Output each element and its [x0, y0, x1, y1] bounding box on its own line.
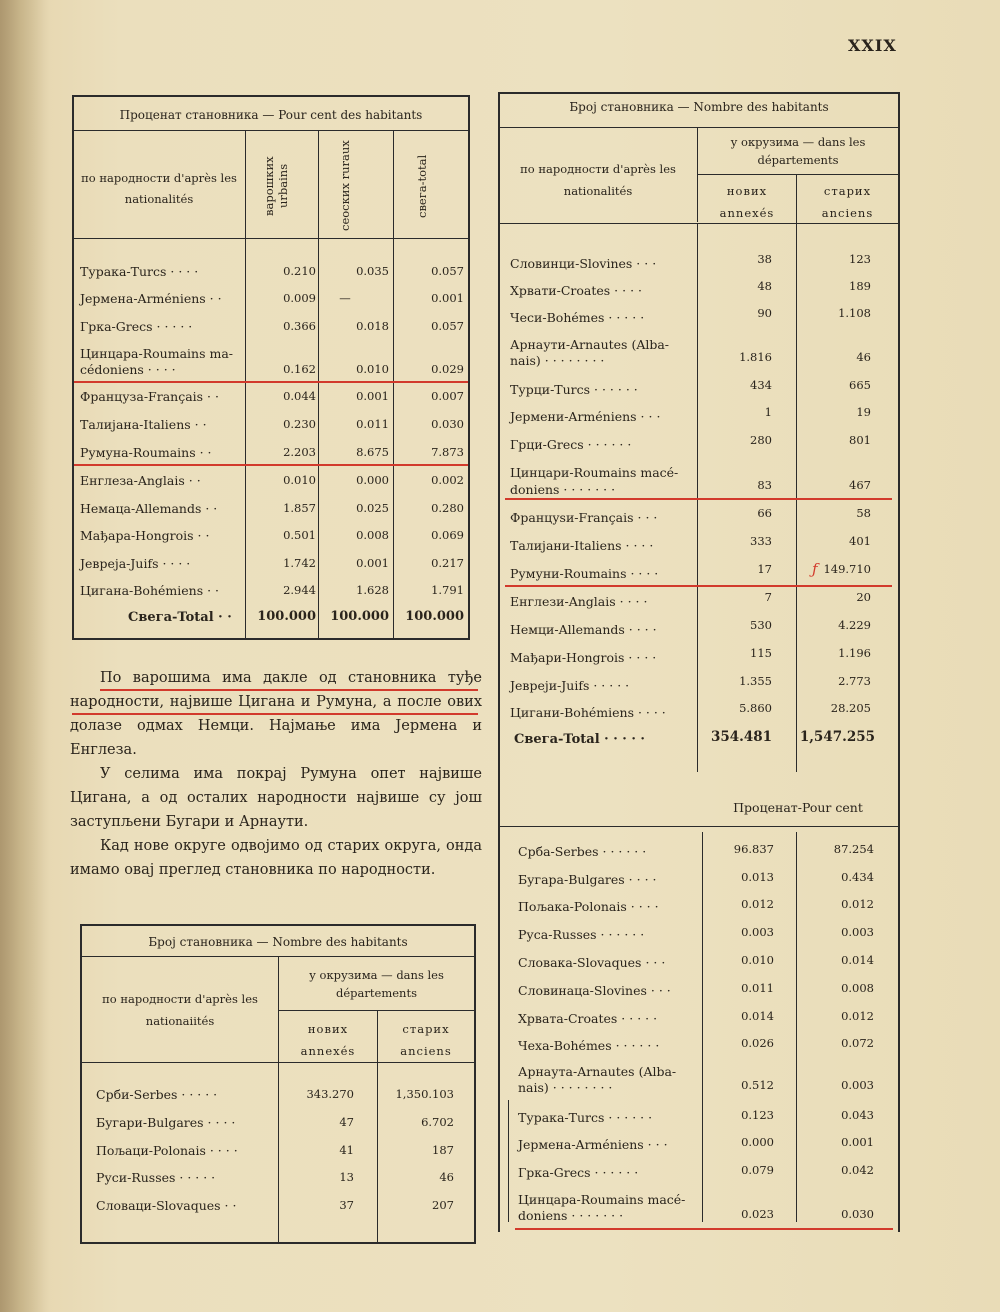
percent-section-title: Проценат-Pour cent [733, 800, 863, 815]
cell-new: 0.000 [741, 1135, 774, 1149]
cell-old: 401 [849, 534, 871, 548]
table-1-col-rule [393, 130, 394, 638]
row-label: Турака-Turcs · · · · · · [518, 1110, 653, 1125]
red-underline [515, 1228, 893, 1230]
table-3-title: Број становника — Nombre des habitants [569, 100, 829, 114]
cell-total: 100.000 [405, 609, 464, 624]
table-1-rule [74, 130, 468, 131]
table-3-row-header: по народности d'après les nationalités [520, 162, 676, 198]
cell-rural: 1.628 [356, 583, 389, 597]
cell-rural: 0.000 [356, 473, 389, 487]
row-label: Грка-Grecs · · · · · · [518, 1165, 639, 1180]
row-label: Цинцари-Roumains macé- [510, 465, 679, 480]
cell-new: 96.837 [733, 842, 774, 856]
row-label: Цигани-Bohémiens · · · · [510, 705, 666, 720]
row-label: Руси-Russes · · · · · [96, 1170, 216, 1185]
cell-urban: 0.366 [283, 319, 316, 333]
row-label: Арнаута-Arnautes (Alba- [518, 1064, 677, 1079]
cell-new: 0.014 [741, 1009, 774, 1023]
cell-new: 47 [339, 1115, 354, 1129]
cell-old: 0.003 [841, 925, 874, 939]
row-label: Румуна-Roumains · · [80, 445, 212, 460]
cell-new: 0.512 [741, 1078, 774, 1092]
cell-urban: 1.742 [283, 556, 316, 570]
cell-old: 189 [849, 279, 871, 293]
table-3-col-new: нових annexés [719, 184, 775, 220]
row-label: Француѕи-Français · · · [510, 510, 658, 525]
cell-new: 0.026 [741, 1036, 774, 1050]
row-label: Француза-Français · · [80, 389, 219, 404]
row-label-cont: doniens · · · · · · · [510, 482, 616, 497]
table-1-col-urban: варошких urbains [262, 156, 290, 216]
cell-rural: 0.010 [356, 362, 389, 376]
cell-new: 90 [757, 306, 772, 320]
row-label: Срби-Serbes · · · · · [96, 1087, 218, 1102]
cell-new: 343.270 [306, 1087, 354, 1101]
cell-old: 28.205 [830, 701, 871, 715]
row-label: Мађара-Hongrois · · [80, 528, 210, 543]
row-label: Цинцара-Roumains macé- [518, 1192, 686, 1207]
cell-new: 0.013 [741, 870, 774, 884]
table-3-rule [500, 826, 898, 827]
row-label: Талијана-Italiens · · [80, 417, 207, 432]
cell-old: 0.030 [841, 1207, 874, 1221]
cell-old: 467 [849, 478, 871, 492]
cell-old: 187 [432, 1143, 454, 1157]
paragraph: У селима има покрај Румуна опет највише Цигана, а од осталих народности највише су још заступљени Бугари и Арнаути. [70, 766, 482, 830]
cell-old: 0.072 [841, 1036, 874, 1050]
cell-urban: 1.857 [283, 501, 316, 515]
cell-total: 0.280 [431, 501, 464, 515]
cell-total: 0.002 [431, 473, 464, 487]
cell-new: 0.123 [741, 1108, 774, 1122]
cell-old: 801 [849, 433, 871, 447]
cell-total: 0.069 [431, 528, 464, 542]
row-label: Арнаути-Arnautes (Alba- [510, 337, 670, 352]
cell-total: 0.001 [431, 291, 464, 305]
cell-old: 0.043 [841, 1108, 874, 1122]
row-label: Бугара-Bulgares · · · · [518, 872, 657, 887]
cell-new: 66 [757, 506, 772, 520]
cell-old: 665 [849, 378, 871, 392]
table-2-col-new: нових annexés [300, 1022, 356, 1058]
cell-old: 87.254 [833, 842, 874, 856]
row-label: Хрвата-Croates · · · · · [518, 1011, 658, 1026]
cell-old: 149.710 [823, 562, 871, 576]
cell-total: 0.057 [431, 319, 464, 333]
row-label: Грци-Grecs · · · · · · [510, 437, 632, 452]
row-label: Цинцара-Roumains ma- [80, 346, 233, 361]
table-1-col-rule [318, 130, 319, 638]
cell-new: 333 [750, 534, 772, 548]
cell-old: 46 [856, 350, 871, 364]
cell-urban: 2.203 [283, 445, 316, 459]
cell-new: 354.481 [710, 729, 772, 745]
cell-new: 0.003 [741, 925, 774, 939]
cell-new: 530 [750, 618, 772, 632]
cell-urban: 0.162 [283, 362, 316, 376]
cell-old: 1,547.255 [799, 729, 875, 745]
row-label: Срба-Serbes · · · · · · [518, 844, 647, 859]
table-2-dept-header: у окрузима — dans les départements [309, 968, 444, 1000]
row-label: Бугари-Bulgares · · · · [96, 1115, 236, 1130]
table-1-col-total: свега-total [415, 154, 429, 218]
cell-rural: — [339, 291, 351, 305]
cell-new: 83 [757, 478, 772, 492]
red-underline [74, 381, 468, 383]
table-2-rule [82, 1062, 474, 1063]
cell-total: 0.029 [431, 362, 464, 376]
cell-total: 0.030 [431, 417, 464, 431]
row-label-cont: doniens · · · · · · · [518, 1208, 624, 1223]
cell-new: 41 [339, 1143, 354, 1157]
table-1-col-rural: сеоских ruraux [338, 140, 352, 232]
table-1-col-rule [245, 130, 246, 638]
row-label: Чеха-Bohémes · · · · · · [518, 1038, 660, 1053]
cell-old: 0.042 [841, 1163, 874, 1177]
cell-new: 280 [750, 433, 772, 447]
cell-rural: 8.675 [356, 445, 389, 459]
row-label: Енглези-Anglais · · · · [510, 594, 648, 609]
cell-old: 19 [856, 405, 871, 419]
cell-new: 0.079 [741, 1163, 774, 1177]
row-label: Словинци-Slovines · · · [510, 256, 657, 271]
cell-rural: 0.011 [356, 417, 389, 431]
body-text [70, 666, 482, 882]
cell-total: 0.007 [431, 389, 464, 403]
row-label: Енглеза-Anglais · · [80, 473, 201, 488]
cell-urban: 0.210 [283, 264, 316, 278]
row-label: Јермени-Arméniens · · · [510, 409, 661, 424]
cell-rural: 0.001 [356, 389, 389, 403]
cell-urban: 0.010 [283, 473, 316, 487]
cell-urban: 100.000 [257, 609, 316, 624]
cell-new: 5.860 [739, 701, 772, 715]
total-label: Свега-Total · · [128, 610, 232, 625]
row-label: Пољака-Polonais · · · · [518, 899, 659, 914]
cell-old: 0.001 [841, 1135, 874, 1149]
table-3-col-rule [796, 174, 797, 772]
cell-old: 123 [849, 252, 871, 266]
red-underline [72, 713, 478, 715]
cell-urban: 2.944 [283, 583, 316, 597]
row-label: Турака-Turcs · · · · [80, 264, 199, 279]
cell-old: 1.108 [838, 306, 871, 320]
table-2-col-old: старих anciens [400, 1022, 452, 1058]
cell-old: 0.012 [841, 1009, 874, 1023]
table-3-col-rule [702, 832, 703, 1222]
table-2-title: Број становника — Nombre des habitants [148, 935, 408, 949]
cell-new: 1.355 [739, 674, 772, 688]
row-label: Словака-Slovaques · · · [518, 955, 666, 970]
cell-new: 37 [339, 1198, 354, 1212]
cell-rural: 0.035 [356, 264, 389, 278]
cell-old: 2.773 [838, 674, 871, 688]
cell-old: 46 [439, 1170, 454, 1184]
cell-rural: 0.025 [356, 501, 389, 515]
row-label: Талијани-Italiens · · · · [510, 538, 654, 553]
row-label: Немци-Allemands · · · · [510, 622, 657, 637]
cell-new: 1 [764, 405, 772, 419]
table-3-rule [500, 223, 898, 224]
cell-new: 17 [757, 562, 772, 576]
row-label-cont: nais) · · · · · · · · [518, 1080, 613, 1095]
cell-old: 58 [856, 506, 871, 520]
cell-rural: 0.008 [356, 528, 389, 542]
cell-old: 20 [856, 590, 871, 604]
table-2-rule [278, 1010, 474, 1011]
table-3-col-rule [508, 1100, 509, 1222]
red-underline [100, 689, 478, 691]
row-label: Словаци-Slovaques · · [96, 1198, 237, 1213]
cell-new: 0.023 [741, 1207, 774, 1221]
table-3-rule [697, 174, 898, 175]
cell-total: 0.057 [431, 264, 464, 278]
cell-urban: 0.501 [283, 528, 316, 542]
row-label: Јермена-Arméniens · · · [518, 1137, 668, 1152]
row-label: Немаца-Allemands · · [80, 501, 218, 516]
row-label: Грка-Grecs · · · · · [80, 319, 193, 334]
red-underline [74, 464, 468, 466]
table-3-col-rule [796, 832, 797, 1222]
cell-old: 0.014 [841, 953, 874, 967]
cell-new: 48 [757, 279, 772, 293]
cell-urban: 0.044 [283, 389, 316, 403]
row-label: Словинаца-Slovines · · · [518, 983, 671, 998]
cell-new: 434 [750, 378, 772, 392]
cell-old: 207 [432, 1198, 454, 1212]
cell-total: 1.791 [431, 583, 464, 597]
red-correction-mark: ƒ [812, 560, 818, 578]
cell-urban: 0.009 [283, 291, 316, 305]
cell-new: 13 [339, 1170, 354, 1184]
table-3-col-old: старих anciens [821, 184, 874, 220]
row-label: Јевреја-Juifs · · · · [80, 556, 191, 571]
total-label: Свега-Total · · · · · [514, 732, 645, 747]
cell-old: 0.003 [841, 1078, 874, 1092]
cell-old: 1,350.103 [395, 1087, 454, 1101]
cell-old: 4.229 [838, 618, 871, 632]
table-3-dept-header: у окрузима — dans les départements [730, 135, 866, 167]
table-1-title: Проценат становника — Pour cent des habitants [119, 108, 423, 122]
cell-new: 0.011 [741, 981, 774, 995]
cell-old: 0.434 [841, 870, 874, 884]
paragraph: Кад нове округе одвојимо од старих округа, онда имамо овај преглед становника по народности. [70, 838, 482, 878]
cell-urban: 0.230 [283, 417, 316, 431]
cell-total: 7.873 [431, 445, 464, 459]
row-label-cont: nais) · · · · · · · · [510, 353, 605, 368]
row-label-cont: cédoniens · · · · [80, 362, 176, 377]
table-3-rule [500, 127, 898, 128]
cell-new: 38 [757, 252, 772, 266]
page-number: XXIX [848, 36, 897, 55]
page-edge-shadow [0, 0, 50, 1312]
row-label: Руса-Russes · · · · · · [518, 927, 645, 942]
row-label: Јермена-Arméniens · · [80, 291, 222, 306]
row-label: Хрвати-Croates · · · · [510, 283, 643, 298]
cell-new: 0.012 [741, 897, 774, 911]
row-label: Турци-Turcs · · · · · · [510, 382, 638, 397]
row-label: Румуни-Roumains · · · · [510, 566, 659, 581]
cell-old: 6.702 [421, 1115, 454, 1129]
row-label: Цигана-Bohémiens · · [80, 583, 220, 598]
cell-old: 1.196 [838, 646, 871, 660]
cell-old: 0.008 [841, 981, 874, 995]
table-1-rule [74, 238, 468, 239]
cell-rural: 100.000 [330, 609, 389, 624]
paragraph: По варошима има дакле од становника туђе народности, највише Цигана и Румуна, а после ових долазе одмах Немци. Најмање има Јермена и Енглеза. [70, 670, 482, 758]
cell-new: 0.010 [741, 953, 774, 967]
table-1-row-header: по народности d'après les nationalités [81, 171, 237, 206]
cell-old: 0.012 [841, 897, 874, 911]
table-2-row-header: по народности d'après les nationaiités [102, 992, 258, 1028]
row-label: Јевреји-Juifs · · · · · [510, 678, 630, 693]
row-label: Пољаци-Polonais · · · · [96, 1143, 238, 1158]
cell-new: 115 [750, 646, 772, 660]
red-underline [505, 498, 892, 500]
cell-new: 1.816 [739, 350, 772, 364]
cell-rural: 0.001 [356, 556, 389, 570]
red-underline [505, 585, 892, 587]
row-label: Чеси-Bohémes · · · · · [510, 310, 645, 325]
cell-total: 0.217 [431, 556, 464, 570]
row-label: Мађари-Hongrois · · · · [510, 650, 657, 665]
cell-new: 7 [764, 590, 772, 604]
cell-rural: 0.018 [356, 319, 389, 333]
